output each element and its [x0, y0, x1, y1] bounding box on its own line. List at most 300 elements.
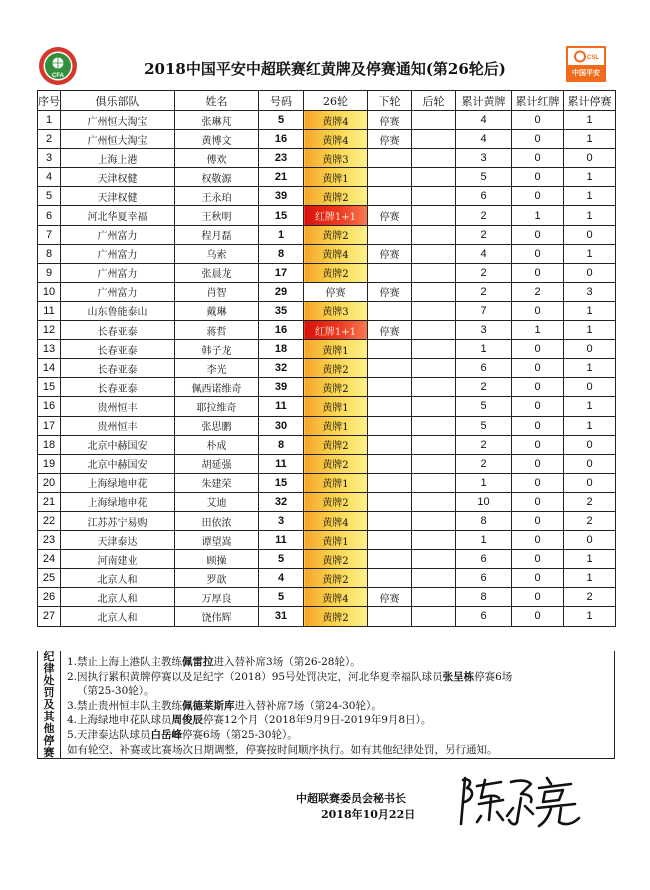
cell-club: 上海绿地申花: [61, 473, 175, 492]
cell-next-round: 停赛: [368, 282, 412, 301]
cell-player-name: 肖智: [175, 282, 259, 301]
table-row: [38, 473, 616, 492]
cell-total-red: 0: [512, 130, 564, 149]
cell-total-yellow: 8: [456, 511, 512, 530]
note-line: [67, 655, 612, 670]
cell-next-round: [368, 301, 412, 320]
table-row: [38, 321, 616, 340]
signoff-office: 中超联赛委员会秘书长: [296, 792, 406, 805]
cell-after-round: [412, 168, 456, 187]
cell-number: 35: [259, 301, 304, 320]
cell-next-round: [368, 550, 412, 569]
cell-total-red: 0: [512, 416, 564, 435]
cell-total-red: 1: [512, 321, 564, 340]
cell-total-yellow: 4: [456, 244, 512, 263]
cell-total-suspension: 1: [564, 244, 616, 263]
note-line: [67, 684, 612, 699]
cell-round26: 黄牌4: [304, 130, 368, 149]
cell-total-suspension: 1: [564, 168, 616, 187]
cell-total-suspension: 0: [564, 454, 616, 473]
cfa-logo-text: CFA: [52, 73, 64, 79]
cell-after-round: [412, 130, 456, 149]
cell-player-name: 张思鹏: [175, 416, 259, 435]
cell-total-red: 0: [512, 473, 564, 492]
cell-total-suspension: 1: [564, 130, 616, 149]
cell-total-suspension: 0: [564, 225, 616, 244]
cell-next-round: [368, 569, 412, 588]
cell-after-round: [412, 244, 456, 263]
csl-logo-text: CSL: [587, 55, 599, 61]
cell-number: 5: [259, 550, 304, 569]
cell-club: 广州富力: [61, 244, 175, 263]
note-line: [67, 699, 612, 714]
cell-total-yellow: 2: [456, 378, 512, 397]
signoff-date: 2018年10月22日: [321, 808, 416, 821]
cell-total-suspension: 1: [564, 301, 616, 320]
cell-club: 广州富力: [61, 282, 175, 301]
cell-player-name: 张琳芃: [175, 111, 259, 130]
cell-total-suspension: 0: [564, 531, 616, 550]
cell-total-red: 0: [512, 550, 564, 569]
cell-round26: 黄牌2: [304, 263, 368, 282]
cell-next-round: [368, 263, 412, 282]
cell-number: 21: [259, 168, 304, 187]
cell-total-yellow: 4: [456, 130, 512, 149]
cell-after-round: [412, 206, 456, 225]
cell-index: 7: [38, 225, 61, 244]
cell-club: 长春亚泰: [61, 321, 175, 340]
cell-index: 8: [38, 244, 61, 263]
note-text-tail: 停赛6场: [474, 670, 513, 683]
cell-player-name: 顾操: [175, 550, 259, 569]
cell-total-red: 0: [512, 263, 564, 282]
cell-round26: 黄牌2: [304, 378, 368, 397]
table-row: [38, 435, 616, 454]
cell-next-round: [368, 416, 412, 435]
cell-club: 长春亚泰: [61, 378, 175, 397]
handwritten-signature: [455, 772, 585, 832]
cell-total-red: 0: [512, 511, 564, 530]
cell-total-yellow: 5: [456, 397, 512, 416]
cell-player-name: 谭望嵩: [175, 531, 259, 550]
cell-total-suspension: 1: [564, 569, 616, 588]
cell-club: 北京中赫国安: [61, 454, 175, 473]
cell-after-round: [412, 588, 456, 607]
cell-number: 5: [259, 588, 304, 607]
cell-player-name: 权敬源: [175, 168, 259, 187]
cell-player-name: 朴成: [175, 435, 259, 454]
cell-total-yellow: 3: [456, 149, 512, 168]
cell-round26: 黄牌2: [304, 435, 368, 454]
note-highlight: 张呈栋: [442, 670, 475, 683]
cell-number: 16: [259, 130, 304, 149]
cell-total-red: 0: [512, 168, 564, 187]
cell-number: 16: [259, 321, 304, 340]
cell-next-round: 停赛: [368, 206, 412, 225]
cell-total-yellow: 2: [456, 454, 512, 473]
cell-total-red: 0: [512, 588, 564, 607]
cell-next-round: [368, 607, 412, 626]
cell-round26: 黄牌2: [304, 550, 368, 569]
cell-number: 17: [259, 263, 304, 282]
header-round26: 26轮: [304, 91, 368, 111]
cell-total-yellow: 8: [456, 588, 512, 607]
cell-round26: 黄牌2: [304, 454, 368, 473]
cell-total-yellow: 2: [456, 263, 512, 282]
table-row: [38, 531, 616, 550]
cell-after-round: [412, 397, 456, 416]
cell-total-red: 1: [512, 206, 564, 225]
cell-round26: 黄牌2: [304, 359, 368, 378]
cell-total-red: 0: [512, 225, 564, 244]
header-club: 俱乐部队: [61, 91, 175, 111]
cell-total-suspension: 1: [564, 416, 616, 435]
cell-after-round: [412, 492, 456, 511]
cell-round26: 黄牌1: [304, 531, 368, 550]
cell-index: 11: [38, 301, 61, 320]
notes-list: [67, 655, 612, 757]
cell-total-red: 0: [512, 359, 564, 378]
cell-total-red: 0: [512, 397, 564, 416]
cell-total-yellow: 7: [456, 301, 512, 320]
cell-after-round: [412, 416, 456, 435]
cell-number: 15: [259, 206, 304, 225]
cell-player-name: 王永珀: [175, 187, 259, 206]
cell-total-red: 0: [512, 607, 564, 626]
cell-player-name: 张晨龙: [175, 263, 259, 282]
cell-total-yellow: 5: [456, 416, 512, 435]
cell-round26: 红牌1+1: [304, 321, 368, 340]
cell-after-round: [412, 340, 456, 359]
cell-after-round: [412, 263, 456, 282]
cell-round26: 黄牌4: [304, 244, 368, 263]
cell-club: 长春亚泰: [61, 359, 175, 378]
cell-next-round: [368, 531, 412, 550]
table-row: [38, 244, 616, 263]
cell-next-round: [368, 511, 412, 530]
cell-club: 广州恒大淘宝: [61, 111, 175, 130]
cell-total-red: 0: [512, 435, 564, 454]
notes-box: [37, 651, 615, 759]
table-row: [38, 569, 616, 588]
table-row: [38, 282, 616, 301]
header-total-yellow: 累计黄牌: [456, 91, 512, 111]
cell-total-suspension: 0: [564, 473, 616, 492]
cell-round26: 黄牌2: [304, 225, 368, 244]
cell-index: 12: [38, 321, 61, 340]
note-text-tail: 停赛6场（第25-30轮）。: [182, 728, 298, 741]
cell-total-red: 0: [512, 378, 564, 397]
cell-total-suspension: 3: [564, 282, 616, 301]
table-row: [38, 607, 616, 626]
note-highlight: 佩雷拉: [182, 656, 214, 668]
cell-club: 广州富力: [61, 263, 175, 282]
cell-number: 31: [259, 607, 304, 626]
cell-total-suspension: 1: [564, 321, 616, 340]
note-text: 1.禁止上海上港队主教练: [67, 656, 183, 668]
cell-next-round: [368, 168, 412, 187]
cell-club: 贵州恒丰: [61, 397, 175, 416]
cell-club: 天津泰达: [61, 531, 175, 550]
cell-total-suspension: 2: [564, 588, 616, 607]
header-after-round: 后轮: [412, 91, 456, 111]
cell-round26: 停赛: [304, 282, 368, 301]
cell-index: 14: [38, 359, 61, 378]
header-name: 姓名: [175, 91, 259, 111]
header-next-round: 下轮: [368, 91, 412, 111]
cell-total-suspension: 1: [564, 550, 616, 569]
cell-club: 北京人和: [61, 588, 175, 607]
cell-player-name: 艾迪: [175, 492, 259, 511]
table-row: [38, 149, 616, 168]
table-row: [38, 187, 616, 206]
cell-total-suspension: 1: [564, 111, 616, 130]
cell-player-name: 田依浓: [175, 511, 259, 530]
cell-number: 15: [259, 473, 304, 492]
cell-player-name: 耶拉维奇: [175, 397, 259, 416]
cell-next-round: [368, 492, 412, 511]
cell-club: 北京人和: [61, 569, 175, 588]
cell-next-round: [368, 435, 412, 454]
header-total-red: 累计红牌: [512, 91, 564, 111]
cell-round26: 黄牌2: [304, 492, 368, 511]
cell-club: 上海绿地申花: [61, 492, 175, 511]
cell-club: 河南建业: [61, 550, 175, 569]
table-row: [38, 225, 616, 244]
cell-index: 17: [38, 416, 61, 435]
note-highlight: 白岳峰: [150, 728, 183, 741]
cell-total-yellow: 2: [456, 435, 512, 454]
cell-round26: 黄牌4: [304, 588, 368, 607]
cell-total-yellow: 4: [456, 111, 512, 130]
cell-total-yellow: 1: [456, 531, 512, 550]
cell-next-round: [368, 359, 412, 378]
pingan-logo-text: 中国平安: [572, 69, 600, 77]
cell-total-red: 0: [512, 301, 564, 320]
cell-next-round: [368, 225, 412, 244]
cell-player-name: 佩西诺维奇: [175, 378, 259, 397]
table-row: [38, 378, 616, 397]
cell-player-name: 戴琳: [175, 301, 259, 320]
note-highlight: 佩德莱斯库: [182, 699, 235, 712]
cell-total-yellow: 2: [456, 282, 512, 301]
cell-total-suspension: 0: [564, 263, 616, 282]
cell-after-round: [412, 187, 456, 206]
cell-total-red: 0: [512, 244, 564, 263]
cell-club: 长春亚泰: [61, 340, 175, 359]
cell-index: 23: [38, 531, 61, 550]
cell-after-round: [412, 282, 456, 301]
cell-after-round: [412, 607, 456, 626]
table-row: [38, 168, 616, 187]
cell-number: 32: [259, 492, 304, 511]
cell-index: 26: [38, 588, 61, 607]
cell-after-round: [412, 359, 456, 378]
cell-round26: 黄牌2: [304, 607, 368, 626]
cell-total-yellow: 6: [456, 569, 512, 588]
cell-club: 河北华夏幸福: [61, 206, 175, 225]
cell-club: 天津权健: [61, 168, 175, 187]
cell-total-yellow: 10: [456, 492, 512, 511]
cell-number: 3: [259, 511, 304, 530]
cell-total-red: 0: [512, 340, 564, 359]
cell-player-name: 王秋明: [175, 206, 259, 225]
cell-club: 北京中赫国安: [61, 435, 175, 454]
cell-after-round: [412, 550, 456, 569]
cell-next-round: [368, 473, 412, 492]
cell-total-suspension: 1: [564, 187, 616, 206]
cell-club: 贵州恒丰: [61, 416, 175, 435]
table-row: [38, 130, 616, 149]
cell-round26: 黄牌2: [304, 187, 368, 206]
cell-player-name: 傅欢: [175, 149, 259, 168]
cell-after-round: [412, 301, 456, 320]
cell-club: 上海上港: [61, 149, 175, 168]
cell-total-suspension: 0: [564, 340, 616, 359]
cell-number: 29: [259, 282, 304, 301]
note-text: 4.上海绿地申花队球员: [67, 714, 172, 727]
cell-total-red: 0: [512, 149, 564, 168]
cell-number: 23: [259, 149, 304, 168]
cell-index: 22: [38, 511, 61, 530]
table-row: [38, 397, 616, 416]
table-row: [38, 550, 616, 569]
cell-total-suspension: 2: [564, 492, 616, 511]
cell-after-round: [412, 473, 456, 492]
cell-club: 山东鲁能泰山: [61, 301, 175, 320]
table-row: [38, 359, 616, 378]
cell-index: 27: [38, 607, 61, 626]
cell-after-round: [412, 531, 456, 550]
table-row: [38, 206, 616, 225]
cell-total-yellow: 2: [456, 206, 512, 225]
cell-index: 9: [38, 263, 61, 282]
header-number: 号码: [259, 91, 304, 111]
cell-index: 19: [38, 454, 61, 473]
cell-club: 江苏苏宁易购: [61, 511, 175, 530]
cards-table: [37, 90, 616, 627]
cell-total-red: 0: [512, 531, 564, 550]
cell-number: 39: [259, 187, 304, 206]
cell-total-yellow: 6: [456, 187, 512, 206]
cell-number: 5: [259, 111, 304, 130]
note-text-tail: 进入替补席7场（第24-30轮）。: [234, 699, 382, 712]
note-text: 5.天津泰达队球员: [67, 728, 151, 741]
cell-round26: 红牌1+1: [304, 206, 368, 225]
header-row: [38, 91, 616, 111]
cell-next-round: 停赛: [368, 130, 412, 149]
cell-next-round: [368, 397, 412, 416]
note-text: 2.因执行累积黄牌停赛以及足纪字（2018）95号处罚决定，河北华夏幸福队球员: [67, 670, 443, 683]
cell-round26: 黄牌1: [304, 397, 368, 416]
cell-index: 4: [38, 168, 61, 187]
cell-total-suspension: 2: [564, 511, 616, 530]
cell-total-suspension: 1: [564, 607, 616, 626]
cell-number: 8: [259, 244, 304, 263]
header-total-suspension: 累计停赛: [564, 91, 616, 111]
cell-total-suspension: 1: [564, 206, 616, 225]
cell-next-round: [368, 378, 412, 397]
table-row: [38, 511, 616, 530]
cell-number: 8: [259, 435, 304, 454]
cell-number: 18: [259, 340, 304, 359]
note-highlight: 周俊辰: [171, 714, 204, 727]
cell-total-red: 0: [512, 454, 564, 473]
cell-next-round: [368, 454, 412, 473]
cell-total-suspension: 0: [564, 378, 616, 397]
cell-index: 16: [38, 397, 61, 416]
table-row: [38, 492, 616, 511]
note-text: 如有轮空、补赛或比赛场次日期调整，停赛按时间顺序执行。如有其他纪律处罚，另行通知。: [67, 743, 498, 756]
cell-player-name: 蒋哲: [175, 321, 259, 340]
cell-number: 11: [259, 454, 304, 473]
cell-next-round: [368, 149, 412, 168]
cell-after-round: [412, 569, 456, 588]
table-row: [38, 454, 616, 473]
cell-total-red: 0: [512, 569, 564, 588]
cell-player-name: 朱建荣: [175, 473, 259, 492]
cell-player-name: 李光: [175, 359, 259, 378]
cell-index: 2: [38, 130, 61, 149]
cell-total-red: 2: [512, 282, 564, 301]
note-text: （第25-30轮）。: [77, 685, 155, 698]
cell-round26: 黄牌1: [304, 168, 368, 187]
cell-round26: 黄牌1: [304, 340, 368, 359]
cell-number: 32: [259, 359, 304, 378]
note-text-tail: 停赛12个月（2018年9月9日-2019年9月8日）。: [203, 714, 432, 727]
table-row: [38, 263, 616, 282]
table-body: [38, 111, 616, 627]
cell-index: 1: [38, 111, 61, 130]
note-line: [67, 713, 612, 728]
page-title: 2018中国平安中超联赛红黄牌及停赛通知(第26轮后): [144, 60, 506, 78]
cell-number: 39: [259, 378, 304, 397]
cell-club: 北京人和: [61, 607, 175, 626]
cell-index: 25: [38, 569, 61, 588]
cell-next-round: [368, 187, 412, 206]
table-row: [38, 588, 616, 607]
cell-index: 20: [38, 473, 61, 492]
cell-next-round: 停赛: [368, 588, 412, 607]
cell-after-round: [412, 435, 456, 454]
cell-total-yellow: 5: [456, 168, 512, 187]
cell-club: 天津权健: [61, 187, 175, 206]
cell-total-suspension: 0: [564, 435, 616, 454]
cell-index: 10: [38, 282, 61, 301]
table-row: [38, 301, 616, 320]
cell-player-name: 程月磊: [175, 225, 259, 244]
cell-total-yellow: 3: [456, 321, 512, 340]
note-line: [67, 743, 612, 758]
cell-round26: 黄牌2: [304, 569, 368, 588]
cell-player-name: 饶伟辉: [175, 607, 259, 626]
cell-index: 6: [38, 206, 61, 225]
cell-index: 15: [38, 378, 61, 397]
cell-after-round: [412, 378, 456, 397]
cell-player-name: 黄博文: [175, 130, 259, 149]
cell-index: 13: [38, 340, 61, 359]
cell-round26: 黄牌4: [304, 111, 368, 130]
cell-total-yellow: 1: [456, 473, 512, 492]
cell-round26: 黄牌4: [304, 511, 368, 530]
cell-next-round: [368, 340, 412, 359]
cell-total-red: 0: [512, 111, 564, 130]
cell-player-name: 罗歆: [175, 569, 259, 588]
cell-after-round: [412, 511, 456, 530]
cell-after-round: [412, 111, 456, 130]
cell-total-yellow: 6: [456, 359, 512, 378]
cell-total-suspension: 0: [564, 149, 616, 168]
